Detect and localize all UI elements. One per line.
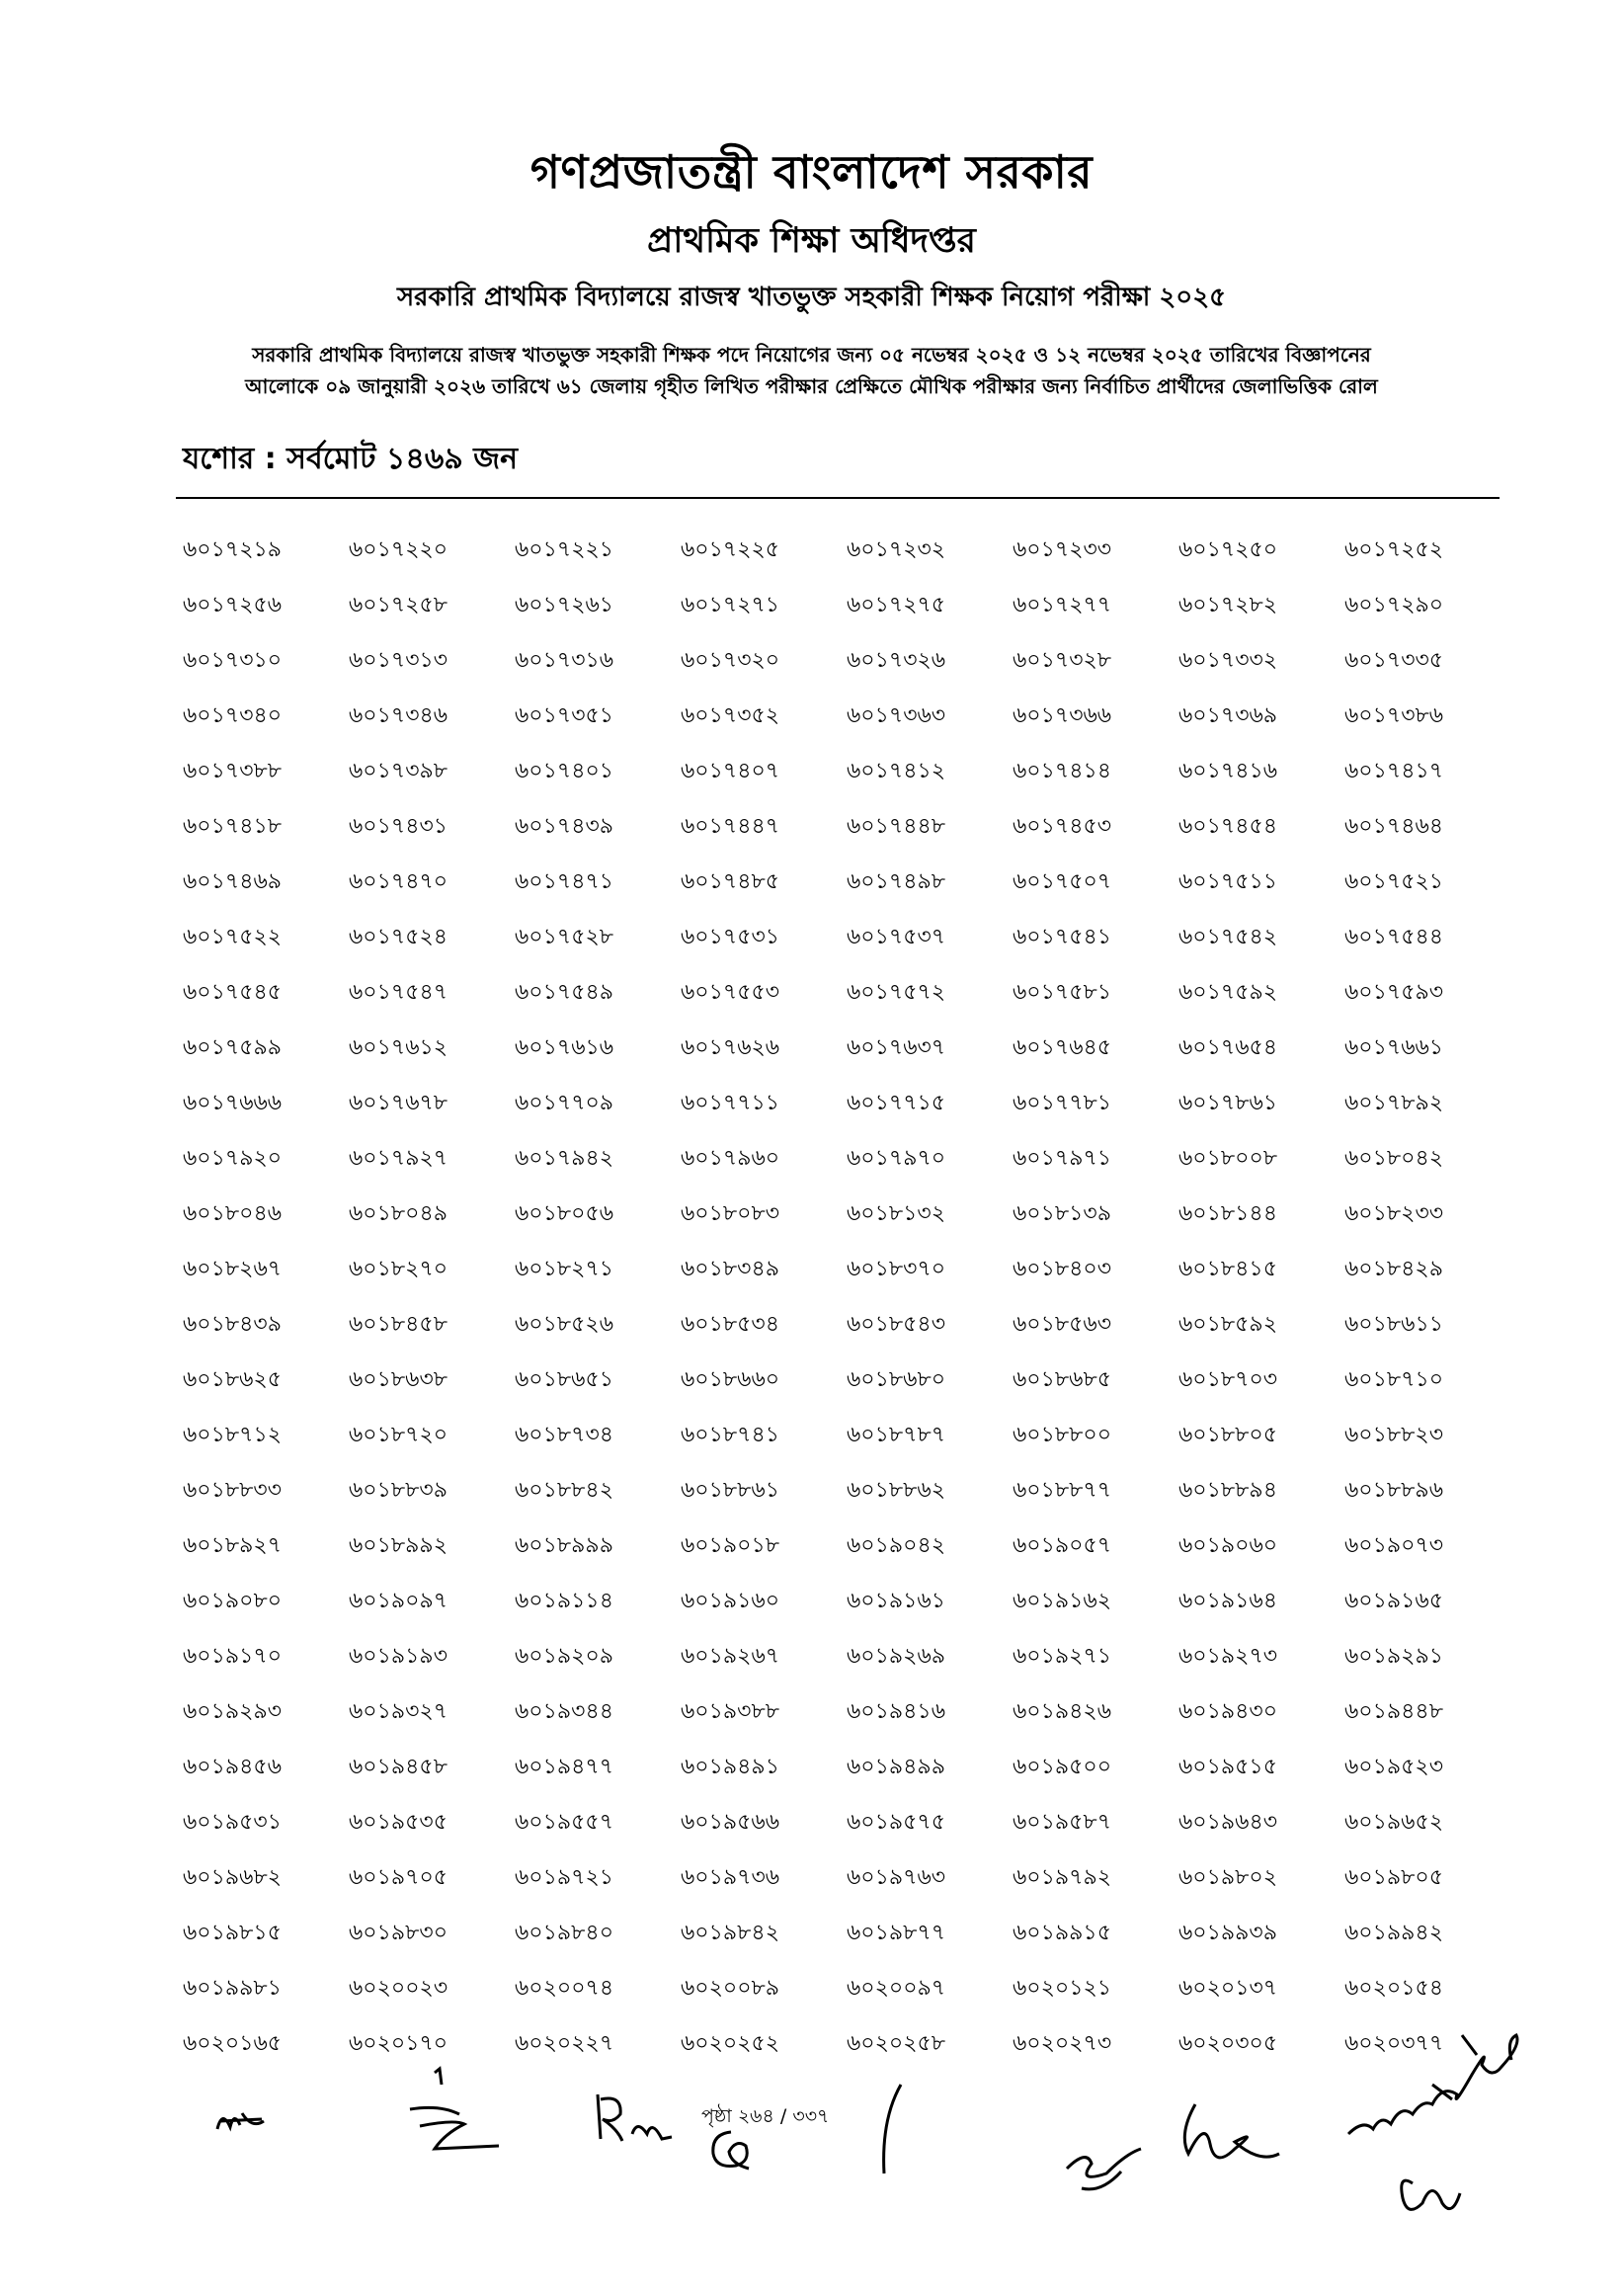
roll-number: ৬০১৭৩২৬ [847,648,946,673]
roll-number: ৬০১৯২০৯ [515,1644,614,1669]
roll-number: ৬০১৯৪৫৮ [349,1755,447,1779]
roll-number: ৬০১৭৫৪৪ [1344,925,1444,949]
roll-number: ৬০১৯৪৭৭ [515,1755,614,1779]
notice-line-2: আলোকে ০৯ জানুয়ারী ২০২৬ তারিখে ৬১ জেলায় গৃহীত লিখিত পরীক্ষার প্রেক্ষিতে মৌখিক পরীক্ষার জন্য নির্বাচিত প্রার্থীদের জেলাভিত্তিক রোল [245,374,1378,398]
roll-number: ৬০১৯৫৮৭ [1013,1810,1112,1835]
roll-number: ৬০১৭২৬১ [515,593,614,617]
roll-number: ৬০১৭৫৩১ [681,925,780,949]
roll-number: ৬০১৭২৫০ [1178,537,1278,562]
roll-number: ৬০১৮২৩৩ [1344,1201,1444,1226]
roll-number: ৬০২০১৭০ [349,2031,448,2056]
roll-number: ৬০১৯১১৪ [515,1589,613,1613]
roll-number: ৬০২০২৫৮ [847,2031,946,2056]
roll-number: ৬০১৮৯২৭ [183,1533,283,1558]
roll-number: ৬০১৮১৩২ [847,1201,946,1226]
roll-number: ৬০১৭৮৯২ [1344,1091,1444,1115]
roll-number: ৬০১৮৯৯৯ [515,1533,613,1558]
roll-number: ৬০১৮২৭০ [349,1257,448,1281]
roll-number: ৬০১৯০৬০ [1178,1533,1278,1558]
roll-number: ৬০১৮৬৩৮ [349,1367,448,1392]
roll-number: ৬০১৮৮২৩ [1344,1423,1444,1447]
roll-number: ৬০১৯১৬১ [847,1589,946,1613]
roll-number: ৬০১৯৮০২ [1178,1865,1278,1890]
government-title: গণপ্রজাতন্ত্রী বাংলাদেশ সরকার [529,145,1094,199]
roll-number: ৬০১৯০৯৭ [349,1589,448,1613]
roll-number: ৬০১৯৮৪০ [515,1921,614,1945]
roll-number: ৬০১৭৪১২ [847,759,946,783]
roll-number: ৬০১৭৩৪৬ [349,703,448,728]
roll-number: ৬০১৭৫২৮ [515,925,614,949]
signature-3 [593,2090,682,2149]
roll-number: ৬০১৭৫৮১ [1013,980,1112,1005]
roll-number: ৬০১৮০৮৩ [681,1201,780,1226]
roll-number: ৬০১৯০৮০ [183,1589,283,1613]
roll-number: ৬০১৯৮৪২ [681,1921,780,1945]
roll-number: ৬০১৯৭২১ [515,1865,614,1890]
roll-number: ৬০১৮৮৪২ [515,1478,614,1503]
roll-number: ৬০১৭৩৮৬ [1344,703,1444,728]
roll-number: ৬০১৭৩৫২ [681,703,780,728]
roll-number: ৬০১৭৫৪২ [1178,925,1278,949]
roll-number: ৬০১৭৫৭২ [847,980,946,1005]
roll-number: ৬০১৭৯২০ [183,1146,283,1171]
roll-number: ৬০১৭২৮২ [1178,593,1278,617]
roll-number: ৬০১৮০৪৯ [349,1201,448,1226]
roll-number: ৬০১৮৪২৯ [1344,1257,1444,1281]
signature-6 [1062,2094,1319,2203]
roll-number: ৬০১৭৫২২ [183,925,283,949]
signature-4 [701,2124,761,2173]
roll-number: ৬০১৮৮৯৬ [1344,1478,1444,1503]
roll-number: ৬০১৭৬৭৮ [349,1091,448,1115]
roll-number: ৬০১৮৪৩৯ [183,1312,283,1337]
roll-number: ৬০১৮৮৬১ [681,1478,780,1503]
roll-number: ৬০১৭৫৪৫ [183,980,283,1005]
roll-number: ৬০১৭৮৬১ [1178,1091,1278,1115]
roll-number: ৬০২০০৯৭ [847,1976,946,2001]
roll-number: ৬০২০৩৭৭ [1344,2031,1444,2056]
roll-number: ৬০১৮৫৩৪ [681,1312,780,1337]
roll-number: ৬০১৭৭১৫ [847,1091,946,1115]
roll-number: ৬০১৭৪৮৫ [681,869,780,894]
signature-1 [212,2099,272,2144]
roll-number: ৬০১৭২৩২ [847,537,946,562]
roll-number: ৬০১৭৪৫৪ [1178,814,1278,839]
roll-number: ৬০১৯৯৪২ [1344,1921,1444,1945]
roll-number: ৬০১৮৭৮৭ [847,1423,946,1447]
exam-title: সরকারি প্রাথমিক বিদ্যালয়ে রাজস্ব খাতভুক্ত সহকারী শিক্ষক নিয়োগ পরীক্ষা ২০২৫ [397,283,1226,312]
roll-number: ৬০১৯৪৪৮ [1344,1699,1443,1724]
roll-number: ৬০১৮১৩৯ [1013,1201,1112,1226]
roll-number: ৬০২০৩০৫ [1178,2031,1278,2056]
roll-number: ৬০১৮৬৫১ [515,1367,614,1392]
roll-number: ৬০১৭৪৩১ [349,814,448,839]
roll-number: ৬০১৭৬৩৭ [847,1035,946,1060]
roll-number: ৬০১৮২৬৭ [183,1257,283,1281]
roll-number: ৬০১৭৪১৮ [183,814,283,839]
roll-number: ৬০১৭৭১১ [681,1091,780,1115]
roll-number: ৬০২০১৩৭ [1178,1976,1278,2001]
roll-number: ৬০১৮০০৮ [1178,1146,1278,1171]
roll-number: ৬০১৮৮০৫ [1178,1423,1278,1447]
roll-number: ৬০১৭৯৪২ [515,1146,614,1171]
roll-number: ৬০১৯২৯৩ [183,1699,283,1724]
roll-number: ৬০১৭৫৩৭ [847,925,946,949]
roll-number: ৬০১৯৮৩০ [349,1921,448,1945]
signature-2 [395,2065,504,2159]
roll-number: ৬০১৯১৬২ [1013,1589,1112,1613]
roll-number: ৬০১৭৩৩৫ [1344,648,1444,673]
roll-number: ৬০১৭২২১ [515,537,614,562]
roll-number: ৬০১৭৬১৬ [515,1035,614,1060]
roll-number: ৬০১৭৫৪৭ [349,980,448,1005]
roll-number: ৬০১৭৭০৯ [515,1091,614,1115]
roll-number: ৬০১৮৭০৩ [1178,1367,1278,1392]
roll-number: ৬০১৭৭৮১ [1013,1091,1112,1115]
roll-number: ৬০১৮০৫৬ [515,1201,614,1226]
roll-number: ৬০১৮৪৫৮ [349,1312,447,1337]
roll-number: ৬০১৮৮৭৭ [1013,1478,1112,1503]
roll-number: ৬০১৭২৭১ [681,593,780,617]
roll-number: ৬০১৯২৭৩ [1178,1644,1278,1669]
roll-number: ৬০২০২২৭ [515,2031,614,2056]
roll-number: ৬০১৮৩৪৯ [681,1257,780,1281]
roll-number: ৬০১৭৩১৬ [515,648,614,673]
roll-number: ৬০১৯৮০৫ [1344,1865,1444,1890]
roll-number: ৬০১৭৬৪৫ [1013,1035,1112,1060]
roll-number: ৬০১৯১৬৪ [1178,1589,1278,1613]
roll-number: ৬০২০১৬৫ [183,2031,283,2056]
roll-number: ৬০১৯৯১৫ [1013,1921,1111,1945]
roll-number: ৬০১৮০৪৬ [183,1201,283,1226]
roll-number: ৬০২০১৫৪ [1344,1976,1444,2001]
roll-number: ৬০২০০৭৪ [515,1976,614,2001]
roll-number: ৬০১৯৩৪৪ [515,1699,614,1724]
roll-number: ৬০১৭৪১৬ [1178,759,1278,783]
roll-number: ৬০১৮৮৩৩ [183,1478,283,1503]
roll-number: ৬০১৭৪০৭ [681,759,780,783]
roll-number: ৬০১৭৬৬১ [1344,1035,1444,1060]
signature-5 [869,2080,909,2178]
roll-number: ৬০১৭২৭৫ [847,593,946,617]
roll-number: ৬০১৯৬৫২ [1344,1810,1444,1835]
roll-number: ৬০১৭৩৬৬ [1013,703,1112,728]
roll-number: ৬০১৯২৬৯ [847,1644,946,1669]
roll-number: ৬০১৭৫৪১ [1013,925,1112,949]
notice-text [148,339,1475,402]
roll-number: ৬০১৭৩১০ [183,648,283,673]
roll-number: ৬০১৭৫৪৯ [515,980,614,1005]
roll-number: ৬০১৮৯৯২ [349,1533,448,1558]
roll-number: ৬০১৭৪১৭ [1344,759,1444,783]
roll-number: ৬০১৭৩৯৮ [349,759,448,783]
roll-number: ৬০১৭৪৬৪ [1344,814,1444,839]
roll-number: ৬০২০২৫২ [681,2031,780,2056]
roll-number: ৬০১৭৪০১ [515,759,614,783]
roll-number: ৬০১৭২২৫ [681,537,780,562]
roll-number: ৬০১৯০৫৭ [1013,1533,1112,1558]
roll-number: ৬০১৮৮০০ [1013,1423,1112,1447]
roll-number: ৬০১৯৭৯২ [1013,1865,1112,1890]
roll-number: ৬০১৮৬৬০ [681,1367,780,1392]
roll-number: ৬০১৭৫২১ [1344,869,1444,894]
roll-number: ৬০১৮৮৯৪ [1178,1478,1277,1503]
roll-number: ৬০১৮৫২৬ [515,1312,614,1337]
roll-number: ৬০১৮৫৬৩ [1013,1312,1112,1337]
roll-number: ৬০১৯০১৮ [681,1533,780,1558]
notice-line-1: সরকারি প্রাথমিক বিদ্যালয়ে রাজস্ব খাতভুক্ত সহকারী শিক্ষক পদে নিয়োগের জন্য ০৫ নভেম্বর ২০২৫ ও ১২ নভেম্বর ২০২৫ তারিখের বিজ্ঞাপনের [252,343,1371,367]
roll-number: ৬০১৭৯২৭ [349,1146,448,1171]
roll-number: ৬০১৮৭৪১ [681,1423,780,1447]
roll-number: ৬০২০০৮৯ [681,1976,780,2001]
roll-number: ৬০১৯৪৫৬ [183,1755,283,1779]
roll-number: ৬০১৭৯৬০ [681,1146,780,1171]
roll-number: ৬০১৮৬৮০ [847,1367,946,1392]
roll-number: ৬০১৭২৫৮ [349,593,448,617]
roll-number: ৬০১৯৪২৬ [1013,1699,1112,1724]
roll-number: ৬০১৭৪১৪ [1013,759,1112,783]
roll-number: ৬০১৭৫০৭ [1013,869,1112,894]
roll-number: ৬০১৭৪৭০ [349,869,448,894]
roll-number: ৬০১৯৩৮৮ [681,1699,780,1724]
roll-number: ৬০১৮৭৩৪ [515,1423,614,1447]
roll-number: ৬০২০১২১ [1013,1976,1112,2001]
roll-number: ৬০১৭৩৫১ [515,703,614,728]
roll-number: ৬০১৯১৯৩ [349,1644,448,1669]
roll-number: ৬০১৯২৭১ [1013,1644,1112,1669]
roll-number: ৬০১৯৯৮১ [183,1976,282,2001]
roll-number: ৬০১৯৪৯৯ [847,1755,945,1779]
roll-number: ৬০১৭৩৬৩ [847,703,946,728]
roll-number: ৬০১৮৪১৫ [1178,1257,1277,1281]
roll-number: ৬০১৯৩২৭ [349,1699,448,1724]
roll-number: ৬০১৯৫৩১ [183,1810,283,1835]
roll-number: ৬০১৭৬৬৬ [183,1091,283,1115]
roll-number: ৬০১৭৬২৬ [681,1035,780,1060]
roll-number: ৬০১৮৭১০ [1344,1367,1444,1392]
roll-number: ৬০১৯৬৮২ [183,1865,283,1890]
roll-number: ৬০১৭৩১৩ [349,648,448,673]
roll-number: ৬০১৯৫১৫ [1178,1755,1277,1779]
roll-number: ৬০১৯৫২৩ [1344,1755,1444,1779]
roll-number: ৬০১৭৯৭০ [847,1146,946,1171]
roll-number: ৬০১৭৩২৮ [1013,648,1112,673]
roll-number: ৬০১৮৮৬২ [847,1478,946,1503]
roll-number: ৬০১৭৬৫৪ [1178,1035,1278,1060]
roll-number: ৬০১৭৪৯৮ [847,869,946,894]
roll-number: ৬০১৭৫৯২ [1178,980,1278,1005]
roll-number: ৬০১৯৫৬৬ [681,1810,780,1835]
roll-number: ৬০১৯৫৩৫ [349,1810,448,1835]
roll-number: ৬০১৭৯৭১ [1013,1146,1112,1171]
roll-number: ৬০১৮৬১১ [1344,1312,1444,1337]
signature-7 [1343,2006,1590,2233]
roll-number: ৬০১৮৮৩৯ [349,1478,448,1503]
roll-number: ৬০১৯৭৬৩ [847,1865,946,1890]
roll-number: ৬০১৮৪০৩ [1013,1257,1112,1281]
roll-number: ৬০১৯৪১৬ [847,1699,946,1724]
roll-number: ৬০১৯৭৩৬ [681,1865,780,1890]
roll-number: ৬০১৯১৬০ [681,1589,780,1613]
roll-number: ৬০১৯১৭০ [183,1644,283,1669]
roll-number: ৬০১৭৫২৪ [349,925,448,949]
roll-number: ৬০১৯৫০০ [1013,1755,1112,1779]
roll-number: ৬০১৭২৭৭ [1013,593,1112,617]
roll-number: ৬০১৭৪৫৩ [1013,814,1112,839]
roll-number: ৬০১৯৫৭৫ [847,1810,946,1835]
roll-number: ৬০১৯১৬৫ [1344,1589,1444,1613]
district-heading: যশোর : সর্বমোট ১৪৬৯ জন [183,442,518,476]
roll-number: ৬০১৭২৩৩ [1013,537,1112,562]
roll-number: ৬০১৭৫৫৩ [681,980,780,1005]
roll-number: ৬০১৭৩৬৯ [1178,703,1278,728]
roll-number: ৬০১৭৪৩৯ [515,814,614,839]
roll-number: ৬০১৭৩৮৮ [183,759,283,783]
roll-number: ৬০২০০২৩ [349,1976,448,2001]
roll-number: ৬০১৭৪৪৮ [847,814,946,839]
roll-number: ৬০১৯৮৭৭ [847,1921,946,1945]
roll-number: ৬০১৮৫৯২ [1178,1312,1278,1337]
roll-number: ৬০১৭২৫২ [1344,537,1444,562]
roll-number: ৬০১৯৪৯১ [681,1755,779,1779]
roll-number: ৬০১৮১৪৪ [1178,1201,1277,1226]
roll-number: ৬০১৯৯৩৯ [1178,1921,1278,1945]
roll-number: ৬০১৯০৭৩ [1344,1533,1444,1558]
roll-number: ৬০১৯০৪২ [847,1533,946,1558]
roll-number: ৬০১৯২৬৭ [681,1644,780,1669]
roll-number: ৬০১৮৬৮৫ [1013,1367,1112,1392]
roll-number: ৬০১৮০৪২ [1344,1146,1444,1171]
roll-number: ৬০১৭২২০ [349,537,448,562]
roll-number: ৬০১৯৮১৫ [183,1921,282,1945]
page-number: পৃষ্ঠা ২৬৪ / ৩৩৭ [701,2105,830,2127]
roll-number: ৬০১৭২৫৬ [183,593,283,617]
roll-number: ৬০১৯২৯১ [1344,1644,1444,1669]
roll-number: ৬০১৭৫৯৩ [1344,980,1444,1005]
roll-number: ৬০১৭৪৭১ [515,869,614,894]
roll-number: ৬০১৯৬৪৩ [1178,1810,1278,1835]
roll-number: ৬০১৯৫৫৭ [515,1810,614,1835]
roll-number: ৬০১৭৩২০ [681,648,780,673]
roll-number: ৬০১৮৫৪৩ [847,1312,946,1337]
roll-number: ৬০১৯৪৩০ [1178,1699,1278,1724]
roll-number-grid [183,538,1506,2088]
divider [176,497,1500,499]
roll-number: ৬০১৭৩৪০ [183,703,283,728]
roll-number: ৬০২০২৭৩ [1013,2031,1112,2056]
roll-number: ৬০১৮৭১২ [183,1423,283,1447]
roll-number: ৬০১৭৫৯৯ [183,1035,283,1060]
roll-number: ৬০১৮৩৭০ [847,1257,946,1281]
roll-number: ৬০১৭৫১১ [1178,869,1278,894]
roll-number: ৬০১৮৬২৫ [183,1367,283,1392]
roll-number: ৬০১৭২১৯ [183,537,283,562]
roll-number: ৬০১৭৩৩২ [1178,648,1278,673]
directorate-title: প্রাথমিক শিক্ষা অধিদপ্তর [647,221,976,261]
roll-number: ৬০১৭৪৬৯ [183,869,283,894]
roll-number: ৬০১৮৭২০ [349,1423,448,1447]
roll-number: ৬০১৮২৭১ [515,1257,614,1281]
roll-number: ৬০১৭৬১২ [349,1035,448,1060]
roll-number: ৬০১৯৭০৫ [349,1865,448,1890]
roll-number: ৬০১৭৪৪৭ [681,814,780,839]
roll-number: ৬০১৭২৯০ [1344,593,1444,617]
